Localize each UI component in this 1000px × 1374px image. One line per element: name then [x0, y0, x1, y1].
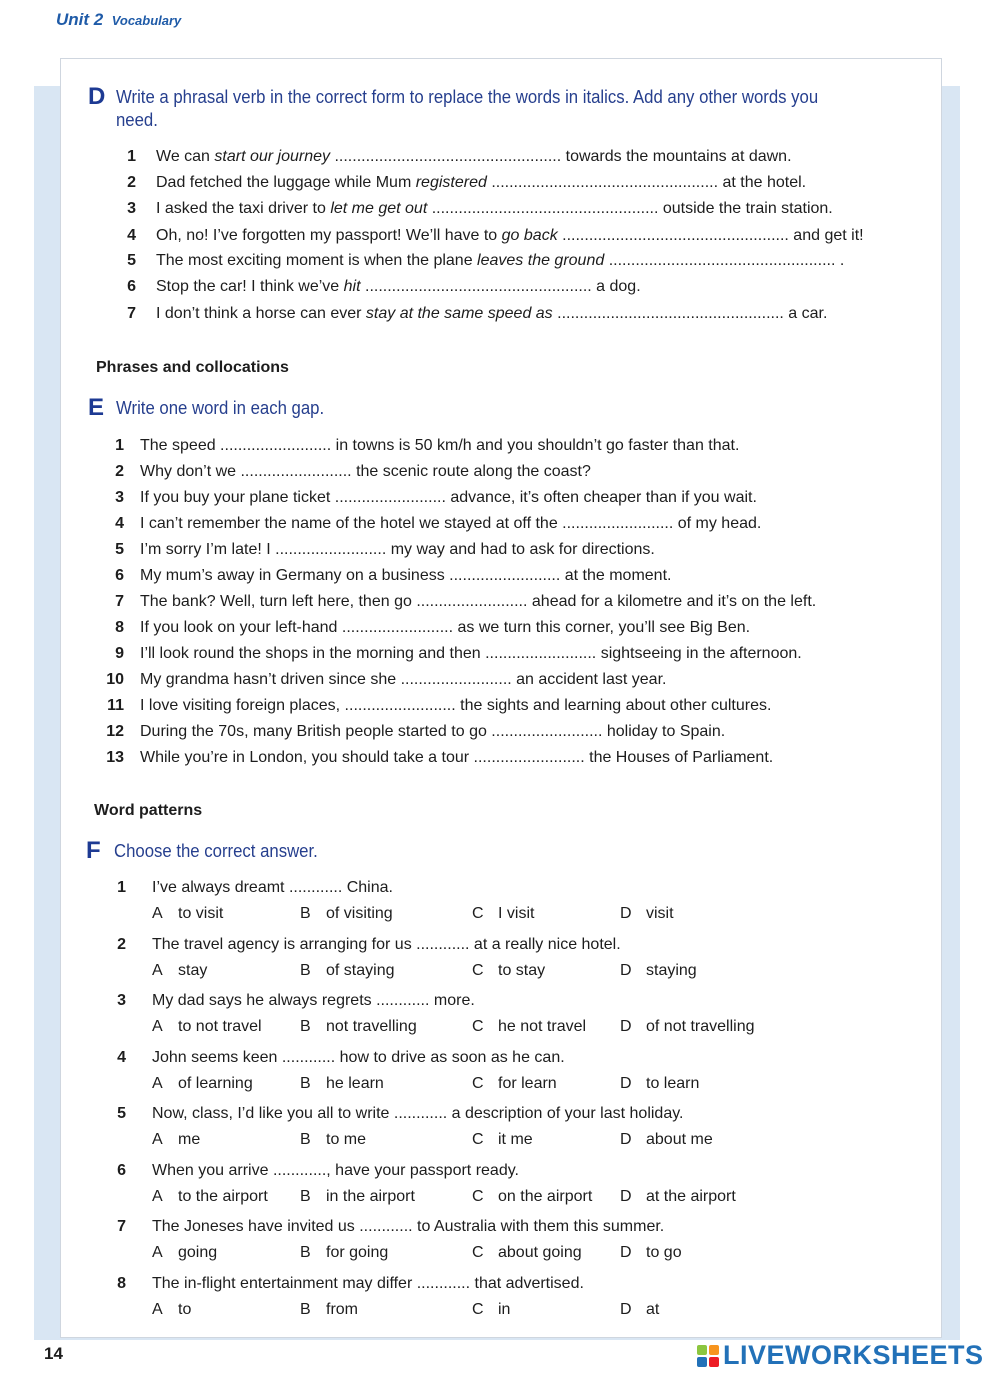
- item-number: 1: [115, 437, 124, 454]
- exercise-e-letter: E: [88, 394, 105, 421]
- item-number: 2: [117, 935, 126, 953]
- item-number: 3: [117, 992, 126, 1009]
- exercise-d-item: [100, 304, 827, 324]
- item-number: 6: [117, 1161, 126, 1179]
- subheading-phrases: Phrases and collocations: [96, 359, 289, 376]
- option-text: to visit: [178, 905, 224, 922]
- option-letter: D: [620, 1018, 632, 1035]
- exercise-e-item: [84, 514, 761, 534]
- unit-header: [56, 10, 181, 30]
- option-letter: B: [300, 961, 311, 979]
- option-text: visit: [646, 905, 674, 922]
- option-text: in the airport: [326, 1187, 415, 1205]
- option-text: about going: [498, 1244, 582, 1261]
- option-c[interactable]: [472, 904, 534, 924]
- option-b[interactable]: [300, 1074, 384, 1094]
- option-text: not travelling: [326, 1018, 417, 1035]
- exercise-f-question: [96, 1217, 664, 1237]
- item-text[interactable]: [156, 147, 792, 167]
- option-letter: A: [152, 1074, 163, 1092]
- option-letter: A: [152, 1244, 163, 1261]
- option-text: of not travelling: [646, 1018, 755, 1035]
- exercise-e-item: [84, 696, 771, 716]
- item-text[interactable]: My grandma hasn’t driven since she ......................... an accident last year.: [140, 671, 667, 688]
- italic-phrase: stay at the same speed as: [365, 305, 553, 322]
- option-letter: D: [620, 1187, 632, 1205]
- option-d[interactable]: [620, 1074, 699, 1094]
- exercise-d-letter: D: [88, 83, 106, 110]
- logo-icon: [697, 1345, 719, 1367]
- option-text: stay: [178, 961, 208, 979]
- item-text[interactable]: If you buy your plane ticket ......................... advance, it’s often cheaper than if you wait.: [140, 489, 757, 506]
- item-number: 7: [115, 593, 124, 610]
- option-text: at the airport: [646, 1187, 736, 1205]
- option-letter: C: [472, 961, 484, 979]
- option-b[interactable]: [300, 1300, 358, 1320]
- option-c[interactable]: [472, 1130, 533, 1150]
- option-text: on the airport: [498, 1187, 593, 1205]
- option-text: for learn: [498, 1074, 557, 1092]
- option-text: me: [178, 1131, 201, 1148]
- option-b[interactable]: [300, 1187, 415, 1207]
- item-number: 3: [127, 200, 136, 217]
- logo-square-4: [709, 1357, 719, 1367]
- option-text: for going: [326, 1244, 389, 1261]
- option-letter: C: [472, 905, 484, 922]
- item-text[interactable]: Why don’t we ......................... the scenic route along the coast?: [140, 463, 591, 480]
- option-text: to the airport: [178, 1187, 268, 1205]
- item-text-after: ................................................... a dog.: [360, 278, 641, 295]
- option-letter: B: [300, 1131, 311, 1148]
- item-text[interactable]: [156, 199, 833, 219]
- item-number: 12: [106, 723, 124, 740]
- question-text: The travel agency is arranging for us ............ at a really nice hotel.: [152, 935, 621, 953]
- exercise-e-item: [84, 488, 757, 508]
- item-text[interactable]: The speed ......................... in towns is 50 km/h and you shouldn’t go faster than that.: [140, 437, 740, 454]
- option-letter: D: [620, 1244, 632, 1261]
- exercise-f-question: [96, 878, 393, 898]
- page-number: 14: [44, 1344, 63, 1363]
- exercise-e-item: [84, 670, 666, 690]
- exercise-e-item: [84, 748, 773, 768]
- exercise-d-item: [100, 173, 806, 193]
- exercise-f-question: [96, 1161, 519, 1181]
- option-d[interactable]: [620, 1017, 755, 1037]
- option-text: to me: [326, 1131, 367, 1148]
- option-letter: D: [620, 905, 632, 922]
- item-number: 8: [115, 619, 124, 636]
- logo-text: LIVEWORKSHEETS: [723, 1340, 984, 1370]
- option-letter: A: [152, 1131, 163, 1148]
- option-letter: C: [472, 1074, 484, 1092]
- option-a[interactable]: [152, 1300, 191, 1320]
- option-letter: C: [472, 1131, 484, 1148]
- item-number: 11: [107, 697, 124, 714]
- option-text: to stay: [498, 961, 546, 979]
- option-d[interactable]: [620, 1300, 659, 1320]
- option-text: to learn: [646, 1074, 700, 1092]
- item-number: 2: [127, 174, 136, 191]
- exercise-d-item: [100, 277, 641, 297]
- option-text: of learning: [178, 1074, 253, 1092]
- exercise-e-instruction: Write one word in each gap.: [116, 398, 325, 418]
- logo-square-2: [709, 1345, 719, 1355]
- option-b[interactable]: [300, 961, 394, 981]
- item-text[interactable]: [156, 173, 806, 193]
- option-letter: A: [152, 1300, 163, 1318]
- option-letter: C: [472, 1018, 484, 1035]
- option-letter: B: [300, 1300, 311, 1318]
- italic-phrase: hit: [343, 278, 361, 295]
- item-text[interactable]: I love visiting foreign places, ......................... the sights and learning about other cultures.: [140, 697, 772, 714]
- option-a[interactable]: [152, 904, 223, 924]
- option-letter: D: [620, 961, 632, 979]
- exercise-e-item: [84, 618, 750, 638]
- item-text[interactable]: I’ll look round the shops in the morning and then ......................... sightseeing in the afternoon.: [140, 645, 802, 662]
- question-text: When you arrive ............, have your passport ready.: [152, 1161, 519, 1179]
- option-c[interactable]: [472, 1017, 586, 1037]
- option-letter: B: [300, 1244, 311, 1261]
- item-number: 5: [117, 1105, 126, 1122]
- logo-square-3: [697, 1357, 707, 1367]
- option-b[interactable]: [300, 1243, 388, 1263]
- item-text[interactable]: If you look on your left-hand ......................... as we turn this corner, you’ll see Big Ben.: [140, 619, 751, 636]
- item-text-after: ................................................... at the hotel.: [486, 174, 807, 191]
- item-text-before: We can: [156, 148, 215, 165]
- option-a[interactable]: [152, 1130, 200, 1150]
- item-text[interactable]: During the 70s, many British people started to go ......................... holiday to Spain.: [140, 723, 726, 740]
- exercise-f-title: [86, 837, 333, 864]
- option-text: to: [178, 1300, 192, 1318]
- item-number: 1: [117, 879, 126, 896]
- exercise-d-title: [88, 83, 908, 132]
- item-text[interactable]: [156, 304, 827, 324]
- exercise-d-item: [100, 199, 833, 219]
- italic-phrase: leaves the ground: [477, 252, 605, 269]
- option-text: staying: [646, 961, 697, 979]
- item-text-before: Dad fetched the luggage while Mum: [156, 174, 416, 191]
- item-text[interactable]: [156, 277, 641, 297]
- item-text[interactable]: [156, 251, 844, 271]
- item-number: 4: [117, 1048, 126, 1066]
- item-text[interactable]: I’m sorry I’m late! I ......................... my way and had to ask for directions.: [140, 541, 655, 558]
- option-b[interactable]: [300, 1017, 417, 1037]
- exercise-d-item: [100, 226, 864, 246]
- option-text: it me: [498, 1131, 533, 1148]
- item-text-before: I asked the taxi driver to: [156, 200, 331, 217]
- item-text[interactable]: [156, 226, 864, 246]
- exercise-e-title: [88, 394, 340, 421]
- option-letter: A: [152, 905, 163, 922]
- option-b[interactable]: [300, 904, 393, 924]
- option-letter: D: [620, 1300, 632, 1318]
- exercise-e-item: [84, 722, 725, 742]
- option-text: in: [498, 1300, 511, 1318]
- exercise-d-instruction-2: need.: [116, 110, 158, 130]
- question-text: My dad says he always regrets ............ more.: [152, 992, 475, 1009]
- option-d[interactable]: [620, 1243, 682, 1263]
- exercise-f-letter: F: [86, 837, 101, 864]
- option-text: I visit: [498, 905, 535, 922]
- option-b[interactable]: [300, 1130, 366, 1150]
- item-number: 4: [127, 227, 136, 244]
- item-number: 2: [115, 463, 124, 480]
- option-d[interactable]: [620, 904, 674, 924]
- item-text-after: ................................................... .: [604, 252, 845, 269]
- option-text: about me: [646, 1131, 713, 1148]
- item-number: 7: [127, 305, 136, 322]
- option-letter: D: [620, 1074, 632, 1092]
- item-text[interactable]: I can’t remember the name of the hotel we stayed at off the ......................... of my head.: [140, 515, 762, 532]
- item-text[interactable]: My mum’s away in Germany on a business ......................... at the moment.: [140, 567, 672, 584]
- option-d[interactable]: [620, 1130, 713, 1150]
- question-text: John seems keen ............ how to drive as soon as he can.: [152, 1048, 565, 1066]
- item-number: 8: [117, 1274, 126, 1292]
- option-a[interactable]: [152, 1187, 268, 1207]
- option-a[interactable]: [152, 1243, 217, 1263]
- item-text-after: ................................................... and get it!: [557, 227, 864, 244]
- option-text: from: [326, 1300, 358, 1318]
- option-text: of visiting: [326, 905, 393, 922]
- italic-phrase: go back: [501, 227, 558, 244]
- option-letter: B: [300, 1187, 311, 1205]
- liveworksheets-logo: [697, 1340, 984, 1371]
- option-d[interactable]: [620, 961, 697, 981]
- question-text: The in-flight entertainment may differ ............ that advertised.: [152, 1274, 584, 1292]
- option-letter: B: [300, 1018, 311, 1035]
- item-number: 9: [115, 645, 124, 662]
- item-number: 13: [106, 749, 124, 766]
- item-text-before: I don’t think a horse can ever: [156, 305, 366, 322]
- option-text: at: [646, 1300, 660, 1318]
- option-text: of staying: [326, 961, 395, 979]
- italic-phrase: registered: [415, 174, 487, 191]
- option-a[interactable]: [152, 961, 207, 981]
- option-a[interactable]: [152, 1074, 253, 1094]
- item-text[interactable]: While you’re in London, you should take a tour ......................... the Houses of Parliament.: [140, 749, 774, 766]
- option-c[interactable]: [472, 1074, 557, 1094]
- question-text: The Joneses have invited us ............ to Australia with them this summer.: [152, 1218, 665, 1235]
- item-number: 5: [127, 252, 136, 269]
- option-text: he not travel: [498, 1018, 587, 1035]
- option-d[interactable]: [620, 1187, 736, 1207]
- item-number: 5: [115, 541, 124, 558]
- logo-square-1: [697, 1345, 707, 1355]
- option-letter: B: [300, 1074, 311, 1092]
- option-letter: D: [620, 1131, 632, 1148]
- question-text: I’ve always dreamt ............ China.: [152, 879, 393, 896]
- item-text-before: Stop the car! I think we’ve: [156, 278, 344, 295]
- exercise-e-item: [84, 462, 591, 482]
- option-c[interactable]: [472, 1243, 582, 1263]
- option-letter: C: [472, 1187, 484, 1205]
- option-letter: A: [152, 1187, 163, 1205]
- exercise-f-question: [96, 935, 621, 955]
- item-number: 6: [127, 278, 136, 295]
- exercise-e-item: [84, 566, 671, 586]
- exercise-d-item: [100, 251, 844, 271]
- item-text-before: Oh, no! I’ve forgotten my passport! We’ll have to: [156, 227, 502, 244]
- item-number: 4: [115, 515, 124, 532]
- item-number: 1: [127, 148, 136, 165]
- exercise-e-item: [84, 540, 655, 560]
- question-text: Now, class, I’d like you all to write ............ a description of your last holiday.: [152, 1105, 684, 1122]
- exercise-d-item: [100, 147, 792, 167]
- option-letter: A: [152, 961, 163, 979]
- item-number: 3: [115, 489, 124, 506]
- italic-phrase: let me get out: [330, 200, 428, 217]
- exercise-f-instruction: Choose the correct answer.: [114, 841, 318, 861]
- italic-phrase: start our journey: [214, 148, 331, 165]
- item-text-after: ................................................... outside the train station.: [427, 200, 833, 217]
- exercise-e-item: [84, 644, 802, 664]
- option-text: he learn: [326, 1074, 384, 1092]
- exercise-d-instruction-1: Write a phrasal verb in the correct form to replace the words in italics. Add any other words you: [116, 87, 819, 107]
- option-letter: C: [472, 1300, 484, 1318]
- item-text-after: ................................................... a car.: [552, 305, 828, 322]
- subheading-word-patterns: Word patterns: [94, 802, 203, 819]
- option-letter: B: [300, 905, 311, 922]
- option-text: to go: [646, 1244, 682, 1261]
- section-label: Vocabulary: [111, 13, 182, 28]
- unit-label: Unit 2: [56, 10, 104, 29]
- exercise-e-item: [84, 592, 816, 612]
- option-text: to not travel: [178, 1018, 262, 1035]
- exercise-e-item: [84, 436, 739, 456]
- exercise-f-question: [96, 1274, 584, 1294]
- option-c[interactable]: [472, 961, 545, 981]
- option-c[interactable]: [472, 1187, 592, 1207]
- item-number: 6: [115, 567, 124, 584]
- exercise-f-question: [96, 991, 475, 1011]
- item-text[interactable]: The bank? Well, turn left here, then go ......................... ahead for a kilometre and it’s on the left.: [140, 593, 817, 610]
- option-letter: A: [152, 1018, 163, 1035]
- option-text: going: [178, 1244, 218, 1261]
- item-text-after: ................................................... towards the mountains at dawn.: [330, 148, 792, 165]
- item-number: 7: [117, 1218, 126, 1235]
- item-text-before: The most exciting moment is when the plane: [156, 252, 478, 269]
- item-number: 10: [106, 671, 124, 688]
- option-letter: C: [472, 1244, 484, 1261]
- exercise-f-question: [96, 1104, 683, 1124]
- option-c[interactable]: [472, 1300, 510, 1320]
- exercise-f-question: [96, 1048, 565, 1068]
- option-a[interactable]: [152, 1017, 262, 1037]
